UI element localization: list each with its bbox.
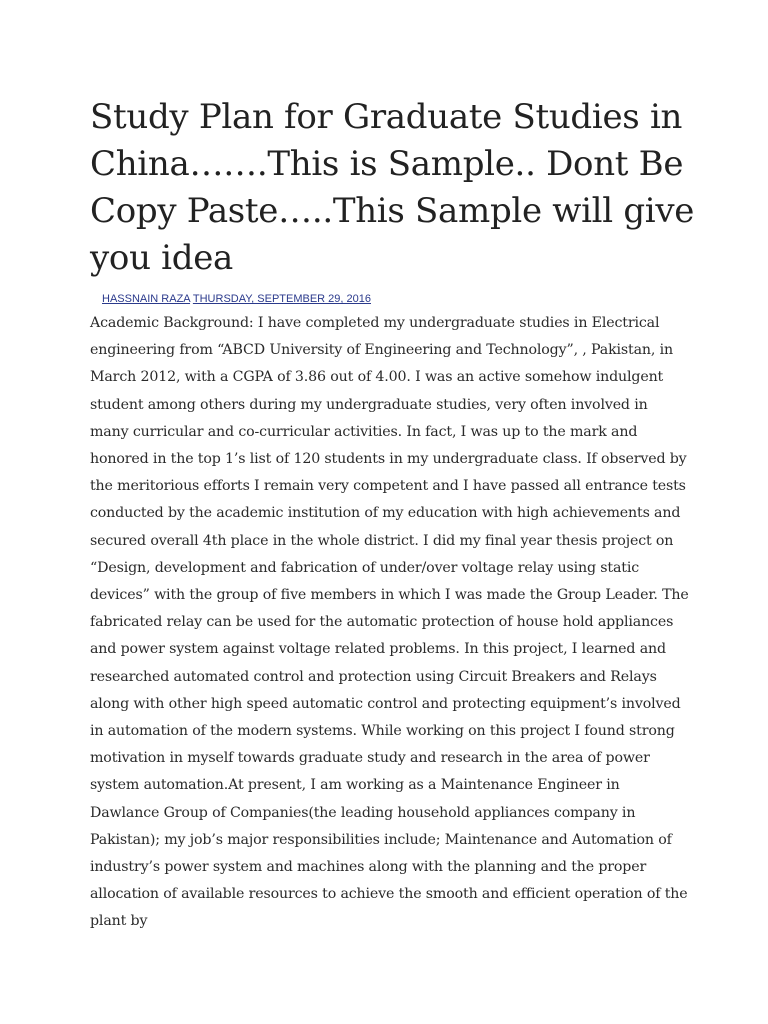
byline <box>102 292 371 306</box>
article-body: Academic Background: I have completed my undergraduate studies in Electrical engineering from “ABCD University of Engineering and Technology”, , Pakistan, in March 2012, with a CGPA of 3.86 out of 4.00. I was an active somehow indulgent student among others during my undergraduate studies, very often involved in many curricular and co-curricular activities. In fact, I was up to the mark and honored in the top 1’s list of 120 students in my undergraduate class. If observed by the meritorious efforts I remain very competent and I have passed all entrance tests conducted by the academic institution of my education with high achievements and secured overall 4th place in the whole district. I did my final year thesis project on “Design, development and fabrication of under/over voltage relay using static devices” with the group of five members in which I was made the Group Leader. The fabricated relay can be used for the automatic protection of house hold appliances and power system against voltage related problems. In this project, I learned and researched automated control and protection using Circuit Breakers and Relays along with other high speed automatic control and protecting equipment’s involved in automation of the modern systems. While working on this project I found strong motivation in myself towards graduate study and research in the area of power system automation.At present, I am working as a Maintenance Engineer in Dawlance Group of Companies(the leading household appliances company in Pakistan); my job’s major responsibilities include; Maintenance and Automation of industry’s power system and machines along with the planning and the proper allocation of available resources to achieve the smooth and efficient operation of the plant by <box>90 315 689 930</box>
article-title: Study Plan for Graduate Studies in China…….This is Sample.. Dont Be Copy Paste…..This Sample will give you idea <box>90 97 695 278</box>
author-link[interactable]: HASSNAIN RAZA <box>102 293 191 305</box>
date-link[interactable]: THURSDAY, SEPTEMBER 29, 2016 <box>192 293 371 305</box>
